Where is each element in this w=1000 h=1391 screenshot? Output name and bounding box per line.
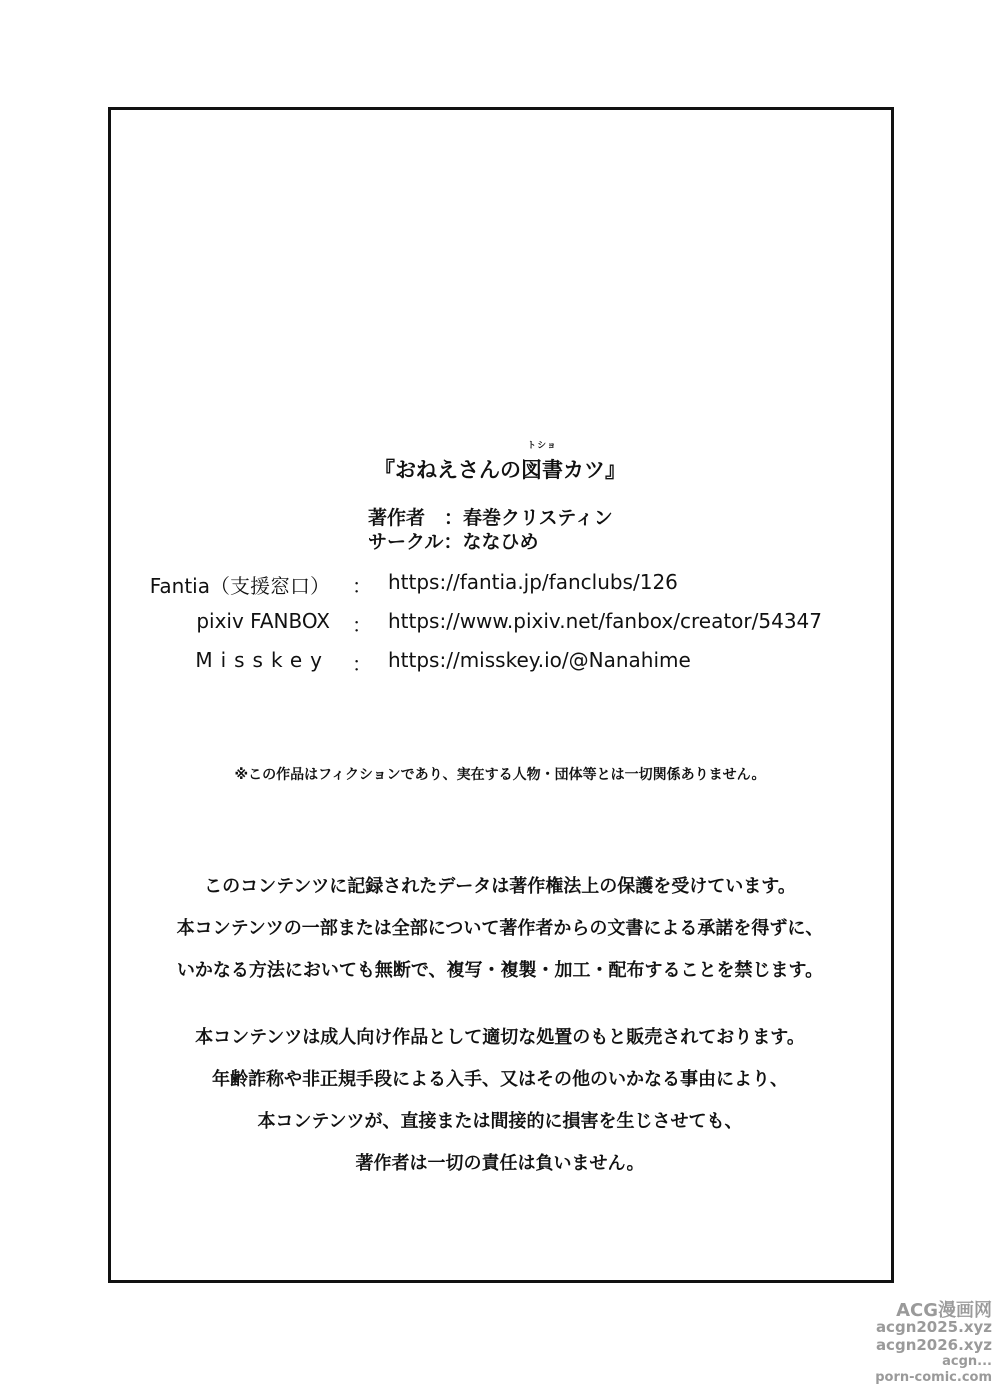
link-label: Fantia（支援窓口） [149,574,330,598]
watermark-brand: ACG漫画网 [896,1300,992,1321]
watermark-domain: porn-comic.com [875,1370,992,1385]
link-row-fanbox: pixiv FANBOX ： https://www.pixiv.net/fanbox/creator/54347 [0,609,1000,639]
paragraph-line: 本コンテンツは成人向け作品として適切な処置のもと販売されております。 [195,1027,805,1048]
paragraph-line: このコンテンツに記録されたデータは著作権法上の保護を受けています。 [204,876,796,897]
credit-author: 著作者 ：春巻クリスティン [368,507,613,529]
link-row-fantia: Fantia（支援窓口） ： https://fantia.jp/fanclubs/126 [0,570,1000,600]
link-row-misskey: Misskey ： https://misskey.io/@Nanahime [0,648,1000,678]
link-label: Misskey [195,648,330,672]
paragraph-line: 著作者は一切の責任は負いません。 [355,1153,645,1174]
work-title: 『おねえさんの トショ 図書カツ』 [0,454,1000,484]
credit-circle: サークル：ななひめ [368,531,539,553]
link-label: pixiv FANBOX [196,609,330,633]
misskey-link[interactable]: https://misskey.io/@Nanahime [388,648,691,672]
watermark-domain: acgn... [942,1354,992,1369]
paragraph-line: 本コンテンツの一部または全部について著作者からの文書による承諾を得ずに、 [176,918,824,939]
fanbox-link[interactable]: https://www.pixiv.net/fanbox/creator/54347 [388,609,822,633]
title-ruby: トショ [527,441,557,451]
copyright-paragraph [0,866,1000,992]
paragraph-line: いかなる方法においても無断で、複写・複製・加工・配布することを禁じます。 [176,960,824,981]
paragraph-line: 年齢詐称や非正規手段による入手、又はその他のいかなる事由により、 [212,1069,788,1090]
watermark-domain: acgn2025.xyz [875,1318,992,1336]
fantia-link[interactable]: https://fantia.jp/fanclubs/126 [388,570,678,594]
paragraph-line: 本コンテンツが、直接または間接的に損害を生じさせても、 [257,1111,743,1132]
watermark-domain: acgn2026.xyz [875,1336,992,1354]
fiction-notice: ※この作品はフィクションであり、実在する人物・団体等とは一切関係ありません。 [234,767,766,783]
adult-paragraph [0,1017,1000,1185]
